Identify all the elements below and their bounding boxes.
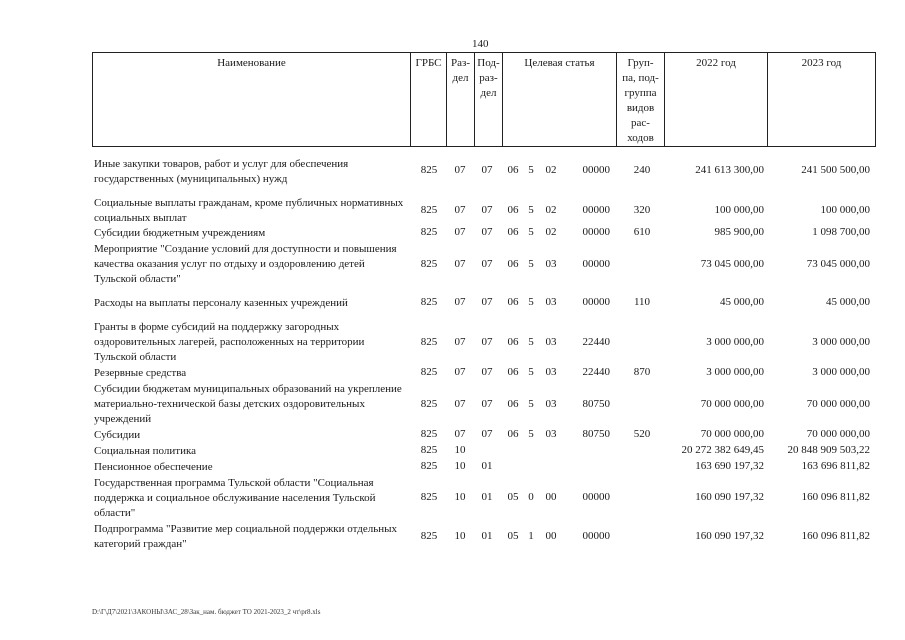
row-podrazdel: 01: [481, 491, 493, 503]
row-target-direction: 00000: [582, 296, 610, 308]
row-target-program: 06: [507, 226, 519, 238]
row-podrazdel: 07: [481, 204, 493, 216]
header-2023: 2023 год: [801, 57, 842, 69]
table-row: [92, 226, 876, 241]
row-target-direction: 80750: [582, 398, 610, 410]
row-target-subprogram: 0: [528, 491, 534, 503]
row-razdel: 10: [454, 444, 466, 456]
row-target-program: 06: [507, 398, 519, 410]
row-podrazdel: 01: [481, 530, 493, 542]
row-amount-2023: 73 045 000,00: [806, 258, 870, 270]
row-target-program: 06: [507, 336, 519, 348]
row-podrazdel: 07: [481, 296, 493, 308]
row-amount-2022: 160 090 197,32: [695, 530, 764, 542]
row-vr: 240: [633, 164, 651, 176]
row-amount-2022: 163 690 197,32: [695, 460, 764, 472]
row-name: Пенсионное обеспечение: [94, 461, 213, 473]
row-amount-2023: 100 000,00: [820, 204, 870, 216]
row-target-direction: 00000: [582, 204, 610, 216]
file-path: D:\Г\Д7\2021\ЗАКОНЫ\ЗАС_28\Зак_нам. бюджет ТО 2021-2023_2 чт\pr8.xls: [92, 608, 321, 616]
header-vr: Груп- па, под- группа видов рас- ходов: [617, 53, 665, 146]
row-grbs: 825: [420, 398, 438, 410]
row-amount-2023: 3 000 000,00: [812, 366, 870, 378]
table-row: [92, 444, 876, 459]
table-row: [92, 242, 876, 287]
row-name: Резервные средства: [94, 367, 187, 379]
row-amount-2022: 70 000 000,00: [700, 428, 764, 440]
row-amount-2022: 70 000 000,00: [700, 398, 764, 410]
row-amount-2023: 163 696 811,82: [801, 460, 870, 472]
table-row: [92, 382, 876, 427]
row-razdel: 07: [454, 398, 466, 410]
row-vr: 870: [633, 366, 651, 378]
header-target: Целевая статья: [503, 53, 617, 146]
row-razdel: 07: [454, 336, 466, 348]
row-amount-2022: 45 000,00: [720, 296, 764, 308]
row-name: Субсидии бюджетам муниципальных образований на укрепление материально-технической базы детских оздоровительных учреждений: [94, 383, 402, 425]
header-grbs: ГРБС: [411, 53, 447, 146]
row-target-direction: 22440: [582, 366, 610, 378]
row-name: Подпрограмма "Развитие мер социальной поддержки отдельных категорий граждан": [94, 523, 397, 550]
row-target-event: 00: [545, 491, 557, 503]
table-row: [92, 366, 876, 381]
row-podrazdel: 07: [481, 398, 493, 410]
row-amount-2022: 241 613 300,00: [695, 164, 764, 176]
table-row: [92, 320, 876, 365]
row-amount-2023: 241 500 500,00: [801, 164, 870, 176]
row-name: Субсидии: [94, 429, 141, 441]
row-name: Расходы на выплаты персоналу казенных учреждений: [94, 297, 348, 309]
row-amount-2022: 160 090 197,32: [695, 491, 764, 503]
row-amount-2022: 985 900,00: [714, 226, 764, 238]
row-grbs: 825: [420, 204, 438, 216]
row-target-subprogram: 5: [528, 366, 534, 378]
header-name: Наименование: [93, 53, 411, 146]
row-target-event: 03: [545, 428, 557, 440]
row-amount-2023: 160 096 811,82: [801, 530, 870, 542]
row-target-direction: 00000: [582, 530, 610, 542]
row-target-program: 05: [507, 530, 519, 542]
row-amount-2022: 3 000 000,00: [706, 366, 764, 378]
row-grbs: 825: [420, 296, 438, 308]
row-podrazdel: 07: [481, 336, 493, 348]
row-razdel: 10: [454, 530, 466, 542]
row-target-program: 06: [507, 428, 519, 440]
row-vr: 110: [633, 296, 651, 308]
row-name: Социальные выплаты гражданам, кроме публичных нормативных социальных выплат: [94, 197, 404, 224]
row-target-event: 03: [545, 336, 557, 348]
row-razdel: 10: [454, 491, 466, 503]
row-target-program: 06: [507, 258, 519, 270]
row-target-event: 03: [545, 296, 557, 308]
row-target-program: 05: [507, 491, 519, 503]
row-amount-2023: 3 000 000,00: [812, 336, 870, 348]
row-target-direction: 00000: [582, 226, 610, 238]
table-row: [92, 196, 876, 226]
row-name: Гранты в форме субсидий на поддержку загородных оздоровительных лагерей, расположенных на территории Тульской области: [94, 321, 365, 363]
row-vr: 520: [633, 428, 651, 440]
row-amount-2023: 160 096 811,82: [801, 491, 870, 503]
row-name: Мероприятие "Создание условий для доступности и повышения качества оказания услуг по отдыху и оздоровлению детей Тульской области": [94, 243, 397, 285]
row-target-event: 02: [545, 204, 557, 216]
row-target-direction: 22440: [582, 336, 610, 348]
row-amount-2022: 73 045 000,00: [700, 258, 764, 270]
row-target-subprogram: 5: [528, 398, 534, 410]
header-2022: 2022 год: [665, 53, 768, 146]
row-amount-2022: 20 272 382 649,45: [681, 444, 764, 456]
row-grbs: 825: [420, 530, 438, 542]
row-target-direction: 80750: [582, 428, 610, 440]
row-grbs: 825: [420, 491, 438, 503]
row-podrazdel: 07: [481, 428, 493, 440]
header-podrazdel: Под- раз- дел: [475, 53, 503, 146]
table-header: [92, 52, 876, 147]
row-grbs: 825: [420, 336, 438, 348]
row-grbs: 825: [420, 366, 438, 378]
row-razdel: 07: [454, 164, 466, 176]
row-target-program: 06: [507, 366, 519, 378]
row-target-event: 02: [545, 226, 557, 238]
table-row: [92, 428, 876, 443]
row-razdel: 07: [454, 258, 466, 270]
row-razdel: 07: [454, 428, 466, 440]
row-razdel: 07: [454, 296, 466, 308]
row-target-subprogram: 5: [528, 258, 534, 270]
row-target-event: 02: [545, 164, 557, 176]
row-podrazdel: 07: [481, 258, 493, 270]
row-razdel: 07: [454, 366, 466, 378]
row-amount-2023: 1 098 700,00: [812, 226, 870, 238]
row-grbs: 825: [420, 444, 438, 456]
row-target-event: 03: [545, 366, 557, 378]
row-name: Государственная программа Тульской области "Социальная поддержка и социальное обслуживание населения Тульской области": [94, 477, 376, 519]
row-razdel: 07: [454, 226, 466, 238]
row-target-subprogram: 5: [528, 336, 534, 348]
row-target-program: 06: [507, 204, 519, 216]
row-name: Иные закупки товаров, работ и услуг для обеспечения государственных (муниципальных) нужд: [94, 158, 349, 185]
row-grbs: 825: [420, 258, 438, 270]
row-target-subprogram: 5: [528, 204, 534, 216]
table-row: [92, 296, 876, 311]
row-target-subprogram: 5: [528, 428, 534, 440]
row-grbs: 825: [420, 460, 438, 472]
row-grbs: 825: [420, 226, 438, 238]
row-razdel: 07: [454, 204, 466, 216]
row-amount-2022: 100 000,00: [714, 204, 764, 216]
row-target-direction: 00000: [582, 164, 610, 176]
row-vr: 610: [633, 226, 651, 238]
row-name: Социальная политика: [94, 445, 197, 457]
row-razdel: 10: [454, 460, 466, 472]
table-row: [92, 522, 876, 552]
row-target-subprogram: 1: [528, 530, 534, 542]
row-amount-2023: 45 000,00: [826, 296, 870, 308]
page-number: 140: [472, 38, 489, 50]
row-name: Субсидии бюджетным учреждениям: [94, 227, 266, 239]
row-vr: 320: [633, 204, 651, 216]
row-amount-2022: 3 000 000,00: [706, 336, 764, 348]
row-amount-2023: 70 000 000,00: [806, 428, 870, 440]
row-target-program: 06: [507, 164, 519, 176]
row-podrazdel: 07: [481, 226, 493, 238]
row-amount-2023: 20 848 909 503,22: [787, 444, 870, 456]
row-podrazdel: 07: [481, 164, 493, 176]
row-target-event: 00: [545, 530, 557, 542]
row-target-event: 03: [545, 398, 557, 410]
row-target-event: 03: [545, 258, 557, 270]
row-target-subprogram: 5: [528, 164, 534, 176]
header-razdel: Раз- дел: [447, 53, 475, 146]
row-grbs: 825: [420, 164, 438, 176]
row-target-subprogram: 5: [528, 226, 534, 238]
table-row: [92, 157, 876, 187]
row-target-subprogram: 5: [528, 296, 534, 308]
row-target-direction: 00000: [582, 491, 610, 503]
row-podrazdel: 07: [481, 366, 493, 378]
table-row: [92, 476, 876, 521]
row-grbs: 825: [420, 428, 438, 440]
row-target-direction: 00000: [582, 258, 610, 270]
row-amount-2023: 70 000 000,00: [806, 398, 870, 410]
row-target-program: 06: [507, 296, 519, 308]
table-row: [92, 460, 876, 475]
row-podrazdel: 01: [481, 460, 493, 472]
